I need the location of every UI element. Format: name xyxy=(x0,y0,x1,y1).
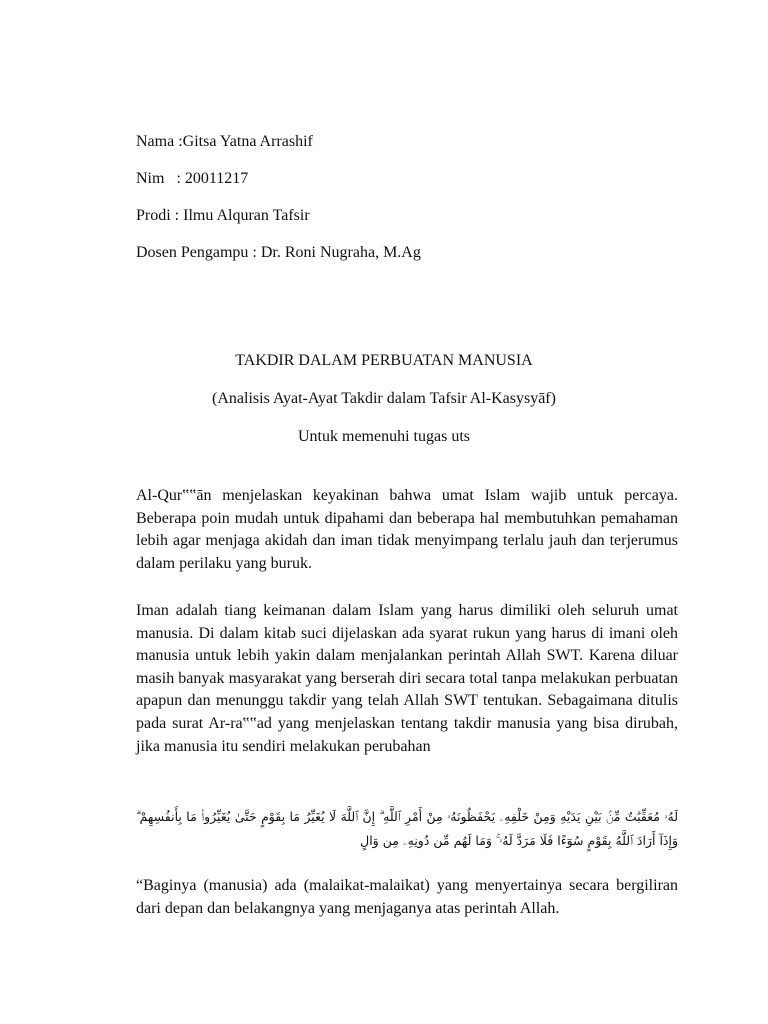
document-purpose: Untuk memenuhi tugas uts xyxy=(298,428,470,445)
lecturer-line: Dosen Pengampu : Dr. Roni Nugraha, M.Ag xyxy=(136,244,421,261)
arabic-verse: لَهُۥ مُعَقِّبَٰتٌ مِّنۢ بَيْنِ يَدَيْهِ وَمِنْ خَلْفِهِۦ يَحْفَظُونَهُۥ مِنْ أَمْرِ ٱللَّهِ ۗ إِنَّ ٱللَّهَ لَا يُغَيِّرُ مَا بِقَوْمٍ حَتَّىٰ يُغَيِّرُوا۟ مَا بِأَنفُسِهِمْ ۗ وَإِذَآ أَرَادَ ٱللَّهُ بِقَوْمٍ سُوٓءًا فَلَا مَرَدَّ لَهُۥ ۚ وَمَا لَهُم مِّن دُونِهِۦ مِن وَالٍ xyxy=(136,809,678,848)
document-subtitle: (Analisis Ayat-Ayat Takdir dalam Tafsir Al-Kasysyāf) xyxy=(212,390,556,407)
document-title: TAKDIR DALAM PERBUATAN MANUSIA xyxy=(235,352,533,369)
student-name-line: Nama :Gitsa Yatna Arrashif xyxy=(136,133,313,150)
body-paragraph-2: Iman adalah tiang keimanan dalam Islam yang harus dimiliki oleh seluruh umat manusia. Di dalam kitab suci dijelaskan ada syarat rukun yang harus di imani oleh manusia untuk lebih yakin dalam menjalankan perintah Allah SWT. Karena diluar masih banyak masyarakat yang berserah diri secara total tanpa melakukan perbuatan apapun dan menunggu takdir yang telah Allah SWT tentukan. Sebagaimana ditulis pada surat Ar-ra‟‟ad yang menjelaskan tentang takdir manusia yang bisa dirubah, jika manusia itu sendiri melakukan perubahan xyxy=(136,602,678,755)
body-paragraph-1: Al-Qur‟‟ān menjelaskan keyakinan bahwa umat Islam wajib untuk percaya. Beberapa poin mudah untuk dipahami dan beberapa hal membutuhkan pemahaman lebih agar menjaga akidah dan iman tidak menyimpang terlalu jauh dan terjerumus dalam perilaku yang buruk. xyxy=(136,487,678,572)
verse-translation: “Baginya (manusia) ada (malaikat-malaikat) yang menyertainya secara bergiliran dari depan dan belakangnya yang menjaganya atas perintah Allah. xyxy=(136,877,678,917)
student-id-line: Nim : 20011217 xyxy=(136,170,249,187)
study-program-line: Prodi : Ilmu Alquran Tafsir xyxy=(136,207,310,224)
